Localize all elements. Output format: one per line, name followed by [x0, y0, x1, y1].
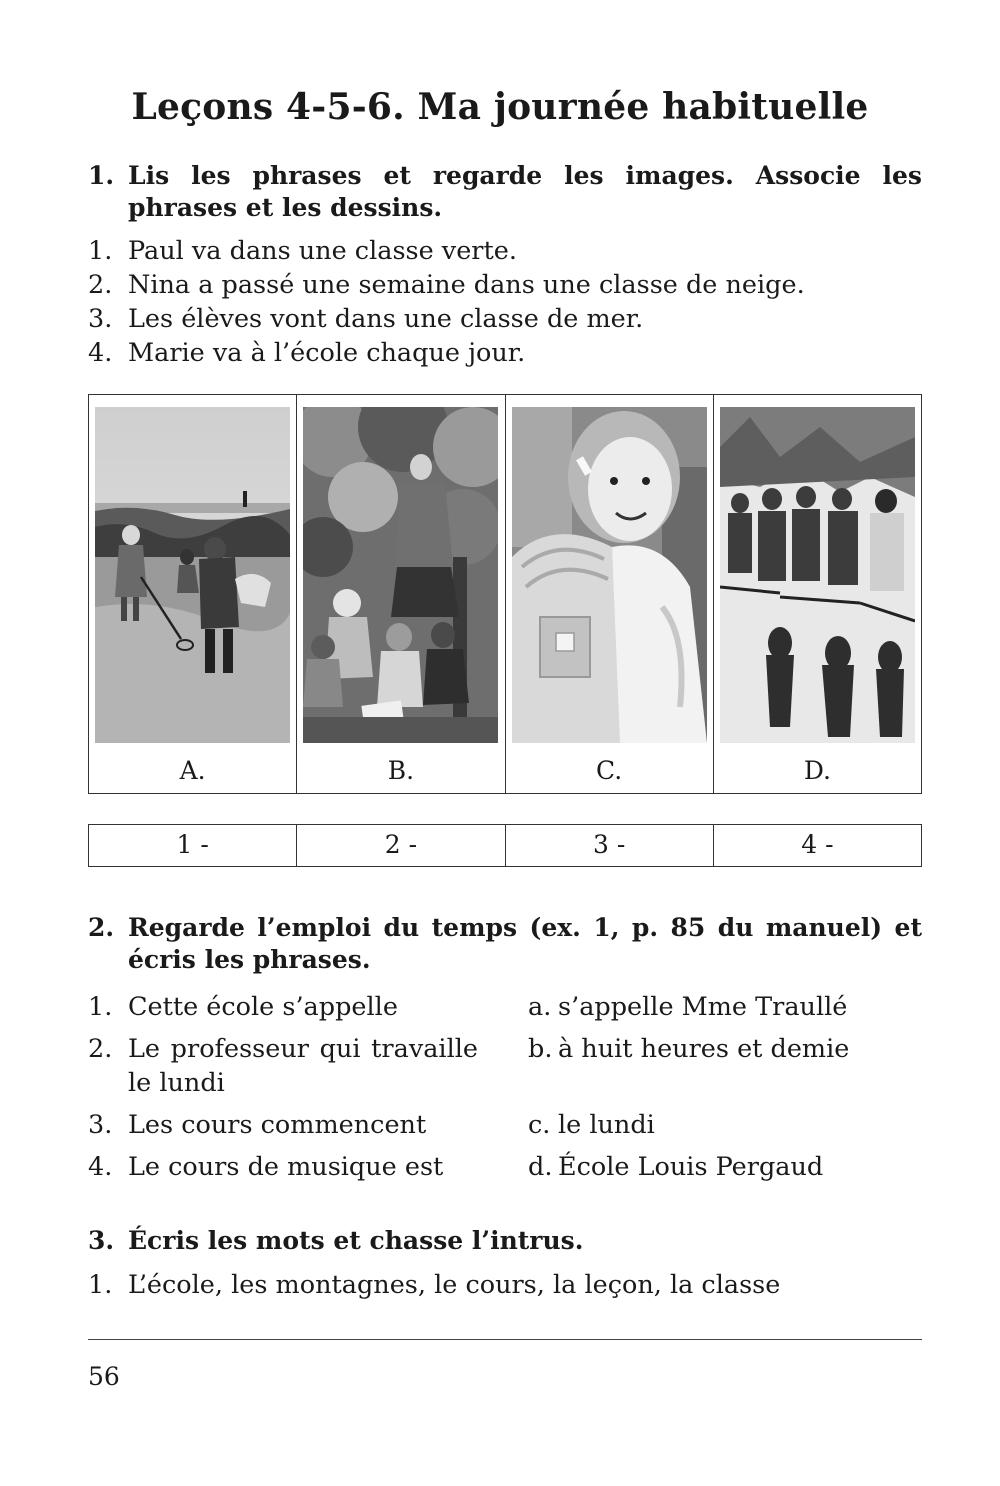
answer-cell[interactable]: 3 - [506, 825, 714, 866]
matching-row [88, 1150, 922, 1184]
item-text: L’école, les montagnes, le cours, la leçon, la classe [128, 1270, 781, 1300]
item-text: le lundi [558, 1110, 655, 1140]
matching-row [88, 1108, 922, 1142]
page-title: Leçons 4-5-6. Ma journée habituelle [131, 86, 869, 128]
exercise-instruction: Lis les phrases et regarde les images. Associe les phrases et les dessins. [128, 161, 922, 222]
exercise-number: 3. [88, 1226, 115, 1255]
teacher-and-pupils-in-forest-photo [303, 407, 498, 743]
exercise-number: 2. [88, 913, 115, 942]
item-number: 4. [88, 1152, 113, 1182]
item-text: Paul va dans une classe verte. [128, 236, 517, 266]
matching-row [88, 1032, 922, 1100]
footer-divider [88, 1339, 922, 1340]
item-number: 2. [88, 270, 113, 300]
exercise-number: 1. [88, 161, 115, 190]
picture-label: B. [387, 756, 415, 785]
item-number: 4. [88, 338, 113, 368]
answer-cell[interactable]: 2 - [297, 825, 505, 866]
item-letter: a. [528, 992, 552, 1022]
item-text: s’appelle Mme Traullé [558, 992, 848, 1022]
item-text: Marie va à l’école chaque jour. [128, 338, 526, 368]
item-letter: b. [528, 1034, 553, 1064]
item-text: École Louis Pergaud [558, 1152, 824, 1182]
picture-cell-c [506, 395, 714, 793]
item-text: Cette école s’appelle [128, 992, 398, 1022]
picture-cell-d [714, 395, 921, 793]
list-item [88, 268, 805, 302]
item-text: Les cours commencent [128, 1110, 427, 1140]
item-number: 3. [88, 304, 113, 334]
exercise-2-heading [88, 912, 922, 976]
matching-columns [88, 990, 922, 1192]
exercise-1-heading [88, 160, 922, 224]
children-at-seashore-photo [95, 407, 290, 743]
children-skiing-in-snow-photo [720, 407, 915, 743]
item-letter: c. [528, 1110, 551, 1140]
item-number: 3. [88, 1110, 113, 1140]
item-text: Le cours de musique est [128, 1152, 444, 1182]
item-number: 1. [88, 236, 113, 266]
exercise-3-heading [88, 1225, 922, 1257]
matching-row [88, 990, 922, 1024]
answer-cell[interactable]: 1 - [89, 825, 297, 866]
item-text: Nina a passé une semaine dans une classe de neige. [128, 270, 805, 300]
item-letter: d. [528, 1152, 553, 1182]
item-text: Les élèves vont dans une classe de mer. [128, 304, 644, 334]
exercise-instruction: Écris les mots et chasse l’intrus. [128, 1226, 584, 1255]
list-item [88, 302, 805, 336]
answer-table [88, 824, 922, 867]
girl-with-school-backpack-photo [512, 407, 707, 743]
picture-cell-b [297, 395, 505, 793]
item-number: 2. [88, 1034, 113, 1064]
picture-label: A. [179, 756, 206, 785]
exercise-instruction: Regarde l’emploi du temps (ex. 1, p. 85 du manuel) et écris les phrases. [128, 913, 922, 974]
list-item [88, 1268, 780, 1302]
picture-cell-a [89, 395, 297, 793]
exercise-1-sentences [88, 234, 805, 370]
item-text: Le professeur qui travaille le lundi [128, 1034, 478, 1098]
list-item [88, 234, 805, 268]
picture-label: D. [803, 756, 831, 785]
picture-table [88, 394, 922, 794]
list-item [88, 336, 805, 370]
item-number: 1. [88, 1270, 113, 1300]
item-number: 1. [88, 992, 113, 1022]
picture-label: C. [596, 756, 623, 785]
exercise-3-items [88, 1268, 780, 1302]
answer-cell[interactable]: 4 - [801, 830, 834, 859]
item-text: à huit heures et demie [558, 1034, 850, 1064]
page-number: 56 [88, 1362, 120, 1391]
